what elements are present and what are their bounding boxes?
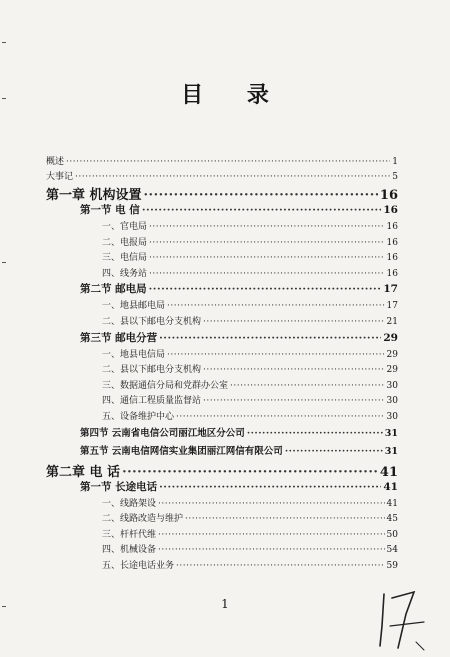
toc-entry-label: 第五节 云南电信网信实业集团丽江网信有限公司: [80, 445, 283, 457]
toc-entry-page: 17: [386, 301, 398, 312]
toc-leader-dots: [176, 561, 385, 571]
toc-leader-dots: [247, 428, 383, 439]
toc-entry: [46, 393, 398, 409]
toc-entry-label: 四、机械设备: [102, 545, 157, 556]
toc-entry-label: 二、电报局: [102, 237, 148, 248]
table-of-contents: [46, 154, 398, 574]
toc-entry-page: 29: [386, 349, 398, 360]
toc-entry-label: 第一节 电 信: [80, 204, 140, 216]
toc-leader-dots: [122, 465, 378, 480]
toc-entry: [46, 154, 398, 169]
toc-entry-label: 五、长途电话业务: [102, 560, 175, 571]
toc-entry: [46, 527, 398, 543]
toc-entry-page: 1: [392, 157, 398, 167]
toc-leader-dots: [158, 499, 385, 509]
toc-leader-dots: [176, 412, 385, 422]
toc-entry-label: 三、电信局: [102, 253, 148, 264]
toc-entry: [46, 558, 398, 574]
toc-leader-dots: [158, 530, 385, 540]
toc-entry-label: 大事记: [46, 172, 74, 182]
toc-entry-label: 二、县以下邮电分支机构: [102, 365, 202, 376]
toc-entry-page: 41: [386, 498, 398, 509]
toc-entry-label: 四、线务站: [102, 268, 148, 279]
toc-leader-dots: [149, 283, 382, 295]
toc-entry: [46, 235, 398, 251]
toc-leader-dots: [230, 381, 385, 391]
toc-leader-dots: [66, 157, 390, 167]
toc-entry: [46, 330, 398, 347]
toc-entry-page: 30: [386, 411, 398, 422]
toc-entry: [46, 378, 398, 394]
toc-entry-page: 30: [386, 380, 398, 391]
toc-entry: [46, 461, 398, 479]
toc-entry-label: 二、线路改造与维护: [102, 514, 184, 525]
toc-leader-dots: [149, 253, 385, 263]
toc-entry-label: 概述: [46, 157, 65, 167]
toc-leader-dots: [149, 238, 385, 248]
scan-edge-mark: [2, 42, 6, 43]
toc-leader-dots: [159, 332, 381, 344]
toc-entry: [46, 347, 398, 363]
page-title: 目 录: [181, 82, 287, 108]
toc-leader-dots: [185, 514, 385, 524]
handwritten-page-mark: [372, 586, 428, 652]
toc-entry-page: 29: [386, 365, 398, 376]
scan-edge-mark: [2, 606, 6, 607]
toc-leader-dots: [167, 350, 385, 360]
toc-entry-page: 45: [386, 514, 398, 525]
toc-entry: [46, 443, 398, 461]
toc-entry-page: 59: [386, 560, 398, 571]
toc-entry: [46, 281, 398, 298]
toc-entry: [46, 409, 398, 425]
toc-leader-dots: [203, 365, 385, 375]
toc-entry-page: 21: [386, 316, 398, 327]
toc-entry-label: 第三节 邮电分营: [80, 331, 158, 344]
toc-entry-label: 第二章 电 话: [46, 464, 121, 480]
toc-leader-dots: [158, 545, 385, 555]
toc-entry-page: 29: [383, 331, 398, 344]
toc-entry: [46, 219, 398, 235]
toc-entry-label: 二、县以下邮电分支机构: [102, 316, 202, 327]
toc-leader-dots: [203, 396, 385, 406]
toc-entry-page: 41: [379, 464, 398, 480]
toc-entry: [46, 184, 398, 202]
toc-entry-page: 16: [386, 237, 398, 248]
page-number: 1: [221, 597, 229, 611]
toc-entry-page: 30: [386, 396, 398, 407]
toc-entry-page: 17: [383, 283, 398, 296]
scan-edge-mark: [2, 262, 6, 263]
toc-entry: [46, 314, 398, 330]
scan-edge-mark: [2, 98, 6, 99]
toc-entry-label: 第一章 机构设置: [46, 188, 142, 203]
toc-entry: [46, 479, 398, 496]
toc-leader-dots: [285, 446, 383, 457]
toc-entry-page: 54: [386, 545, 398, 556]
toc-entry-label: 第四节 云南省电信公司丽江地区分公司: [80, 427, 245, 439]
toc-entry: [46, 298, 398, 314]
toc-leader-dots: [203, 317, 385, 327]
toc-entry-page: 16: [386, 253, 398, 264]
toc-entry-label: 四、通信工程质量监督站: [102, 396, 202, 407]
toc-leader-dots: [149, 222, 385, 232]
toc-entry-page: 16: [386, 268, 398, 279]
toc-entry-label: 第一节 长途电话: [80, 480, 158, 493]
toc-entry: [46, 250, 398, 266]
toc-entry-label: 一、线路架设: [102, 498, 157, 509]
toc-entry: [46, 362, 398, 378]
toc-entry-page: 50: [386, 529, 398, 540]
toc-entry: [46, 169, 398, 184]
toc-entry: [46, 496, 398, 512]
toc-entry: [46, 511, 398, 527]
toc-entry: [46, 425, 398, 443]
toc-entry-page: 41: [383, 480, 398, 493]
toc-entry-page: 16: [379, 188, 398, 203]
toc-leader-dots: [142, 204, 382, 216]
toc-entry-label: 一、地县邮电局: [102, 301, 166, 312]
toc-leader-dots: [75, 172, 390, 182]
toc-entry-label: 一、官电局: [102, 222, 148, 232]
toc-entry: [46, 266, 398, 282]
toc-entry-page: 5: [392, 172, 398, 182]
toc-entry-label: 五、设备维护中心: [102, 411, 175, 422]
toc-entry-label: 三、杆杆代维: [102, 529, 157, 540]
toc-leader-dots: [149, 269, 385, 279]
toc-entry-page: 16: [383, 204, 398, 216]
toc-entry-label: 三、数据通信分局和党群办公室: [102, 380, 229, 391]
toc-leader-dots: [159, 481, 381, 493]
toc-entry-label: 第二节 邮电局: [80, 283, 147, 296]
toc-entry: [46, 202, 398, 219]
toc-entry: [46, 542, 398, 558]
toc-entry-page: 31: [384, 445, 398, 457]
toc-entry-label: 一、地县电信局: [102, 349, 166, 360]
toc-entry-page: 16: [386, 222, 398, 232]
toc-leader-dots: [144, 188, 378, 203]
toc-leader-dots: [167, 301, 385, 311]
toc-entry-page: 31: [384, 427, 398, 439]
